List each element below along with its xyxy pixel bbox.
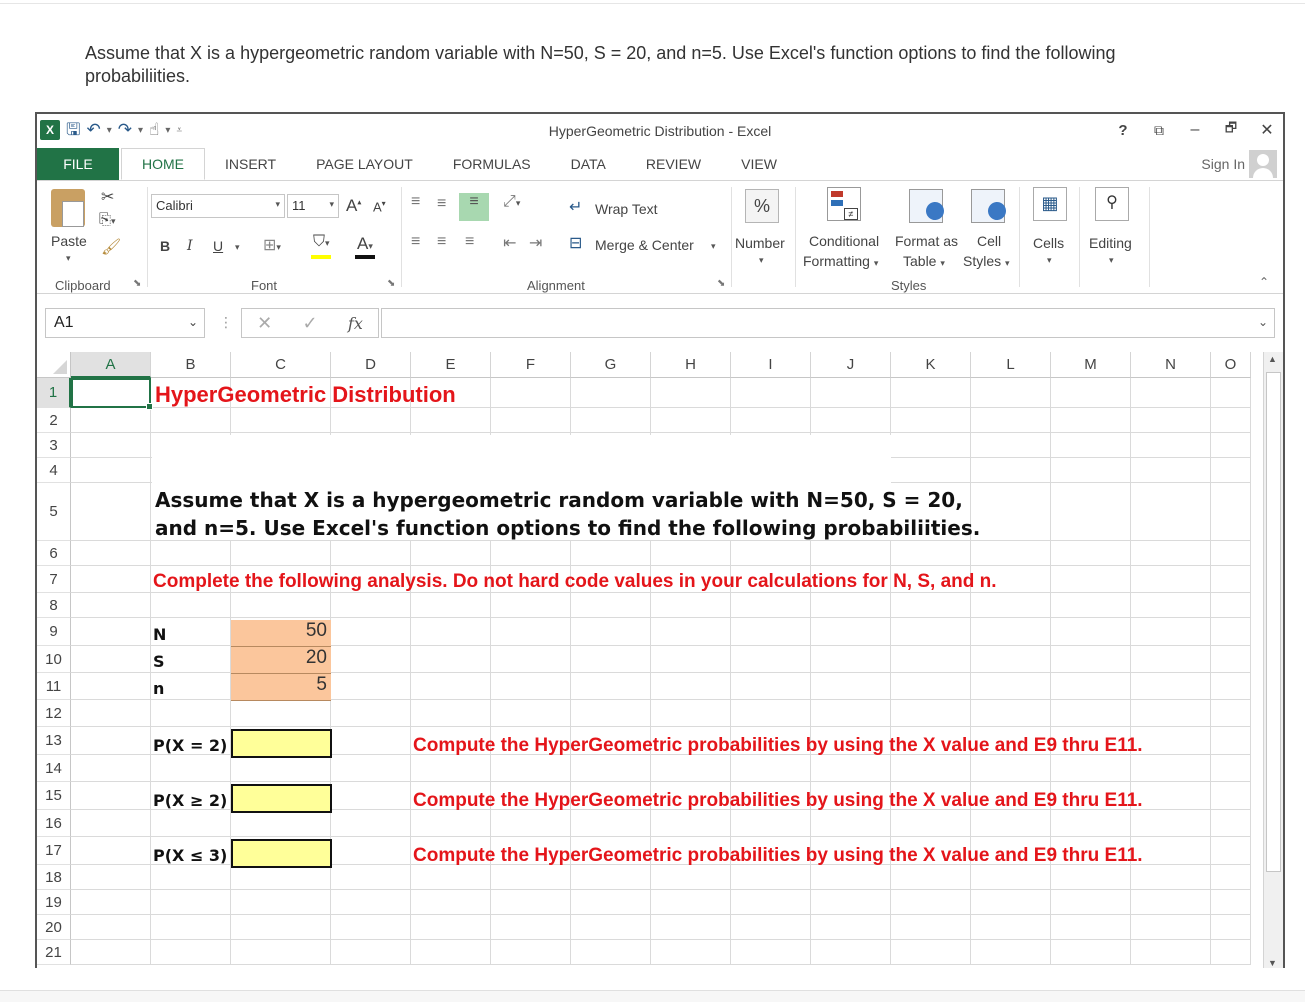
wrap-text-icon[interactable]: ↵ xyxy=(569,199,583,216)
formula-input[interactable] xyxy=(381,308,1275,338)
tab-page-layout[interactable]: PAGE LAYOUT xyxy=(316,156,413,172)
column-header[interactable]: A xyxy=(71,352,151,378)
name-box[interactable] xyxy=(45,308,205,338)
cell-styles-label-2[interactable]: Styles ▾ xyxy=(963,253,1010,269)
italic-button[interactable]: I xyxy=(187,238,193,254)
scrollbar-thumb[interactable] xyxy=(1266,372,1281,872)
number-dropdown-icon[interactable]: ▾ xyxy=(759,255,764,265)
column-header[interactable]: H xyxy=(651,352,731,378)
row-header[interactable]: 8 xyxy=(37,593,71,618)
page-top-divider xyxy=(0,3,1305,4)
styles-group-label: Styles xyxy=(891,278,927,293)
gridline xyxy=(71,617,1251,618)
active-cell-cursor xyxy=(71,378,151,408)
restore-icon[interactable]: 🗗 xyxy=(1224,120,1238,135)
row-header[interactable]: 18 xyxy=(37,865,71,890)
row-header[interactable]: 4 xyxy=(37,458,71,483)
formula-bar-grip-icon[interactable]: ⋮ xyxy=(219,314,233,330)
row-header[interactable]: 16 xyxy=(37,810,71,837)
undo-icon[interactable]: ↶ xyxy=(86,120,101,139)
alignment-group-label: Alignment xyxy=(527,278,585,293)
font-launcher-icon[interactable]: ⬊ xyxy=(387,278,396,289)
cell-styles-label-1[interactable]: Cell xyxy=(977,233,1002,249)
font-color-swatch xyxy=(355,255,375,259)
font-name-box[interactable] xyxy=(151,194,285,218)
column-header[interactable]: C xyxy=(231,352,331,378)
param-label-n-sample: n xyxy=(153,679,165,698)
format-as-table-label-1[interactable]: Format as xyxy=(895,233,959,249)
group-separator xyxy=(401,187,402,287)
gridline xyxy=(71,836,1251,837)
answer-cell-eq-2[interactable] xyxy=(231,729,332,758)
font-name-dropdown-icon[interactable]: ▾ xyxy=(275,199,280,209)
row-header[interactable]: 17 xyxy=(37,837,71,865)
column-header[interactable]: O xyxy=(1211,352,1251,378)
paste-button-label[interactable]: Paste xyxy=(51,233,87,249)
column-header[interactable]: M xyxy=(1051,352,1131,378)
param-value-n-sample[interactable]: 5 xyxy=(231,674,331,701)
worksheet-grid[interactable] xyxy=(37,352,1283,968)
clipboard-launcher-icon[interactable]: ⬊ xyxy=(133,278,142,289)
row-header[interactable]: 7 xyxy=(37,566,71,593)
enter-icon[interactable]: ✓ xyxy=(302,312,318,333)
param-label-n-total: N xyxy=(153,625,167,644)
instruction-text: Complete the following analysis. Do not hard code values in your calculations for N, S, and n. xyxy=(153,571,997,592)
redo-icon[interactable]: ↷ xyxy=(117,120,133,139)
cut-icon[interactable]: ✂ xyxy=(101,189,115,206)
gridline xyxy=(71,781,1251,782)
param-value-n-total[interactable]: 50 xyxy=(231,620,331,647)
sheet-title: HyperGeometric Distribution xyxy=(155,382,456,407)
tab-home[interactable]: HOME xyxy=(121,148,205,180)
format-as-table-icon[interactable] xyxy=(909,189,943,223)
align-right-icon[interactable]: ≡ xyxy=(465,233,475,250)
scroll-down-icon[interactable]: ▼ xyxy=(1268,958,1277,968)
borders-icon[interactable]: ⊞▾ xyxy=(263,237,281,254)
column-header[interactable]: B xyxy=(151,352,231,378)
cells-button[interactable]: Cells xyxy=(1033,235,1065,251)
gridline xyxy=(71,726,1251,727)
row-header[interactable]: 2 xyxy=(37,408,71,433)
row-header[interactable]: 14 xyxy=(37,755,71,782)
row-header[interactable]: 21 xyxy=(37,940,71,965)
orientation-icon[interactable]: ⤢▾ xyxy=(503,193,521,210)
formula-buttons xyxy=(241,308,379,338)
increase-indent-icon[interactable]: ⇥ xyxy=(529,235,543,252)
prob-note-3: Compute the HyperGeometric probabilities by using the X value and E9 thru E11. xyxy=(413,845,1143,866)
select-all-button[interactable] xyxy=(37,352,71,378)
number-button[interactable]: Number xyxy=(735,235,785,251)
font-size-box[interactable] xyxy=(287,194,339,218)
window-title: HyperGeometric Distribution - Excel xyxy=(548,123,772,139)
intro-line-2: and n=5. Use Excel's function options to find the following probabiliities. xyxy=(155,516,981,540)
gridline xyxy=(1050,378,1051,965)
column-header[interactable]: G xyxy=(571,352,651,378)
name-box-value: A1 xyxy=(54,314,74,331)
format-painter-icon[interactable]: 🖌 xyxy=(101,239,122,256)
paste-dropdown-icon[interactable]: ▾ xyxy=(66,253,71,263)
font-size-value: 11 xyxy=(292,198,306,213)
bold-button[interactable]: B xyxy=(160,238,171,254)
fill-color-icon[interactable]: ⛉▾ xyxy=(313,233,330,250)
prob-note-1: Compute the HyperGeometric probabilities by using the X value and E9 thru E11. xyxy=(413,735,1143,756)
row-header[interactable]: 20 xyxy=(37,915,71,940)
gridline xyxy=(71,939,1251,940)
align-left-icon[interactable]: ≡ xyxy=(411,233,421,250)
minimize-icon[interactable]: – xyxy=(1190,121,1200,138)
param-label-s: S xyxy=(153,652,165,671)
group-separator xyxy=(731,187,732,287)
gridline xyxy=(71,914,1251,915)
row-header[interactable]: 10 xyxy=(37,646,71,673)
column-header[interactable]: D xyxy=(331,352,411,378)
column-header[interactable]: J xyxy=(811,352,891,378)
copy-icon[interactable]: ⎘▾ xyxy=(99,211,116,228)
top-align-icon[interactable]: ≡ xyxy=(411,193,421,210)
cells-dropdown-icon[interactable]: ▾ xyxy=(1047,255,1052,265)
conditional-formatting-label-2[interactable]: Formatting ▾ xyxy=(803,253,879,269)
decrease-indent-icon[interactable]: ⇤ xyxy=(503,235,517,252)
undo-dropdown-icon[interactable]: ▾ xyxy=(106,124,112,136)
sign-in-label[interactable]: Sign In xyxy=(1201,156,1245,172)
gridline xyxy=(1210,378,1211,965)
bottom-align-icon[interactable]: ≡ xyxy=(459,193,489,221)
tab-insert[interactable]: INSERT xyxy=(225,156,277,172)
insert-function-icon[interactable]: fx xyxy=(347,313,363,333)
answer-cell-le-3[interactable] xyxy=(231,839,332,868)
save-icon[interactable]: 🖫 xyxy=(66,120,81,139)
prob-label-ge-2: P(X ≥ 2) xyxy=(153,791,228,810)
row-header[interactable]: 6 xyxy=(37,541,71,566)
title-bar xyxy=(37,114,1283,148)
tab-file[interactable]: FILE xyxy=(37,148,119,180)
shrink-font-icon[interactable]: A▾ xyxy=(373,199,386,215)
tab-data[interactable]: DATA xyxy=(570,156,606,172)
gridline xyxy=(150,378,151,965)
group-separator xyxy=(147,187,148,287)
font-size-dropdown-icon[interactable]: ▾ xyxy=(329,199,334,209)
customize-qat-icon[interactable]: ⩡ xyxy=(176,124,183,136)
editing-button[interactable]: Editing xyxy=(1089,235,1132,251)
gridline xyxy=(1130,378,1131,965)
row-header[interactable]: 15 xyxy=(37,782,71,810)
row-header[interactable]: 1 xyxy=(37,378,71,408)
format-as-table-label-2[interactable]: Table ▾ xyxy=(903,253,945,269)
wrap-text-button[interactable]: Wrap Text xyxy=(595,201,658,217)
group-separator xyxy=(1019,187,1020,287)
gridline xyxy=(71,889,1251,890)
sign-in[interactable] xyxy=(1201,148,1277,180)
tab-view[interactable]: VIEW xyxy=(741,156,777,172)
vertical-scrollbar[interactable] xyxy=(1263,352,1283,968)
underline-button[interactable]: U xyxy=(213,238,224,254)
percent-icon[interactable]: % xyxy=(745,189,779,223)
find-binoculars-icon[interactable]: ⚲ xyxy=(1095,187,1129,221)
conditional-formatting-label-1[interactable]: Conditional xyxy=(809,233,880,249)
tab-formulas[interactable]: FORMULAS xyxy=(452,156,531,172)
cell-styles-icon[interactable] xyxy=(971,189,1005,223)
group-separator xyxy=(795,187,796,287)
gridline xyxy=(71,565,1251,566)
touch-dropdown-icon[interactable]: ▾ xyxy=(165,124,171,136)
scroll-up-icon[interactable]: ▲ xyxy=(1268,354,1277,364)
gridline xyxy=(1250,378,1251,965)
window-controls xyxy=(1115,119,1275,141)
prob-label-le-3: P(X ≤ 3) xyxy=(153,846,228,865)
gridline xyxy=(71,432,1251,433)
gridline xyxy=(970,378,971,965)
fill-color-swatch xyxy=(311,255,331,259)
row-header[interactable]: 13 xyxy=(37,727,71,755)
gridline xyxy=(71,964,1251,965)
row-header[interactable]: 9 xyxy=(37,618,71,646)
row-header[interactable]: 12 xyxy=(37,700,71,727)
param-value-s[interactable]: 20 xyxy=(231,647,331,674)
column-header[interactable]: N xyxy=(1131,352,1211,378)
excel-window xyxy=(35,112,1285,968)
align-center-icon[interactable]: ≡ xyxy=(437,233,447,250)
answer-cell-ge-2[interactable] xyxy=(231,784,332,813)
ribbon-display-options-icon[interactable]: ⧉ xyxy=(1154,121,1164,138)
font-name-value: Calibri xyxy=(156,198,193,213)
group-separator xyxy=(1149,187,1150,287)
ribbon-tabs xyxy=(37,148,1283,180)
merge-dropdown-icon[interactable]: ▾ xyxy=(711,241,716,251)
name-box-dropdown-icon[interactable]: ⌄ xyxy=(187,315,198,329)
editing-dropdown-icon[interactable]: ▾ xyxy=(1109,255,1114,265)
avatar-icon[interactable] xyxy=(1249,150,1277,178)
merge-center-icon[interactable]: ⊟ xyxy=(569,235,583,252)
column-header[interactable]: F xyxy=(491,352,571,378)
redo-dropdown-icon[interactable]: ▾ xyxy=(138,124,144,136)
row-header[interactable]: 19 xyxy=(37,890,71,915)
row-header[interactable]: 5 xyxy=(37,483,71,541)
column-header[interactable]: E xyxy=(411,352,491,378)
alignment-launcher-icon[interactable]: ⬊ xyxy=(717,278,726,289)
font-color-icon[interactable]: A▾ xyxy=(357,234,373,253)
column-header[interactable]: I xyxy=(731,352,811,378)
expand-formula-bar-icon[interactable]: ⌄ xyxy=(1257,315,1268,329)
question-text: Assume that X is a hypergeometric random variable with N=50, S = 20, and n=5. Use Excel's function options to find the following probabiliities. xyxy=(85,43,1116,86)
tab-review[interactable]: REVIEW xyxy=(645,156,702,172)
excel-logo-icon[interactable]: X xyxy=(40,120,60,140)
cells-icon[interactable]: ▦ xyxy=(1033,187,1067,221)
prob-note-2: Compute the HyperGeometric probabilities by using the X value and E9 thru E11. xyxy=(413,790,1143,811)
group-separator xyxy=(1079,187,1080,287)
underline-dropdown-icon[interactable]: ▾ xyxy=(235,242,240,252)
ribbon xyxy=(37,180,1283,294)
formula-bar xyxy=(37,294,1283,344)
help-icon[interactable]: ? xyxy=(1118,121,1128,139)
close-icon[interactable]: ✕ xyxy=(1260,122,1274,139)
row-header[interactable]: 11 xyxy=(37,673,71,700)
row-header[interactable]: 3 xyxy=(37,433,71,458)
prob-label-eq-2: P(X = 2) xyxy=(153,736,228,755)
cancel-icon[interactable]: ✕ xyxy=(257,312,273,333)
clipboard-group-label: Clipboard xyxy=(55,278,111,293)
page-bottom-strip xyxy=(0,990,1305,1002)
grow-font-icon[interactable]: A▴ xyxy=(346,196,362,215)
collapse-ribbon-icon[interactable]: ⌃ xyxy=(1259,275,1270,289)
merge-center-button[interactable]: Merge & Center xyxy=(595,237,694,253)
paste-icon[interactable] xyxy=(51,189,85,227)
touch-mode-icon[interactable]: ☝ xyxy=(149,120,160,139)
intro-line-1: Assume that X is a hypergeometric random variable with N=50, S = 20, xyxy=(155,488,963,512)
conditional-formatting-icon[interactable]: ≠ xyxy=(827,187,861,221)
font-group-label: Font xyxy=(251,278,278,293)
middle-align-icon[interactable]: ≡ xyxy=(437,195,447,212)
column-header[interactable]: K xyxy=(891,352,971,378)
column-header[interactable]: L xyxy=(971,352,1051,378)
